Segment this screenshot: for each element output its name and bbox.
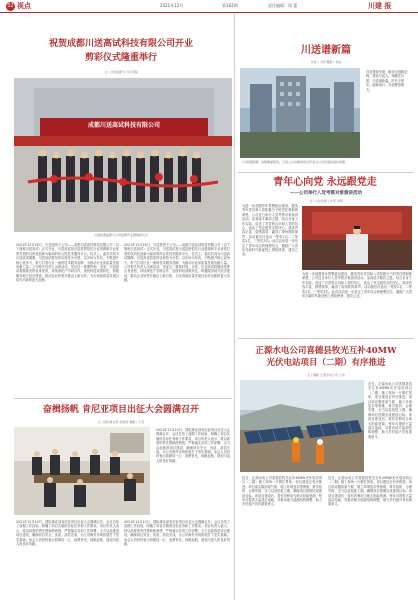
article1-photo [14, 78, 232, 232]
page-number: 02 [7, 3, 14, 9]
article4-body-col2: 为进一步加强青年思想政治建设，激发青年党员和入党积极分子的责任感和使命感，公司近日举行入党考察对象演讲活动。参赛选手紧扣主题，结合自身工作实际，讲述了对党的认识和入党的初心，表达了坚定跟党走的决心。演讲内容丰富、情感真挚，赢得了现场阵阵掌声。活动最后评选出一等奖1名、二等奖2名、三等奖3名。此次活动进一步坚定了青年同志的理想信念，激励广大青年在新时代新征程上勇担使命、建功立业。 [302, 272, 412, 299]
article3-title: 川送谱新篇 [301, 45, 351, 56]
section-title: 视点 [17, 2, 31, 10]
article4-subtitle: ——公司举行入党考察对象演讲活动 [290, 191, 362, 196]
article5-photo [240, 380, 364, 472]
photo-banner: 成都川送高试科技有限公司 [87, 122, 160, 129]
article5-title-line2: 光伏电站项目（二期）有序推进 [266, 358, 386, 368]
article2-photo [14, 427, 150, 515]
article4-title: 青年心向党 永远跟党走 [273, 177, 377, 188]
article2-byline: 文 / 国际事业部 杨瑞涛 摄影 / 王英 [97, 420, 145, 424]
divider [238, 338, 414, 339]
page-header [0, 0, 418, 13]
article5-body-col2: 近日，正源水电公司喜德县牧光互补40MW光伏电站项目（二期）施工现场一片繁忙景象，项目建设正有序推进。项目部克服高原气候、施工环境复杂等困难，科学组织、合理安排，全力以赴抢抓工期，确保项目按期完成建设目标。该项目建成后，将有效利用当地太阳能资源，每年可提供大量清洁电能，对推动地方能源结构调整、助力乡村振兴具有重要意义。 [328, 476, 412, 507]
article2-body-col1: 2021年12月10日，国际事业部肯尼亚项目出征大会圆满召开。会议总结了前期工作经验，明确了项目实施的目标任务和工作要求。项目负责人表示，将以高度的责任感和使命感，严格落实各项工作部署，全力以赴推进项目建设，确保项目安全、优质、高效完成，为公司海外市场拓展打下坚实基础。参会人员纷纷表示将团结一心、奋勇争先，扬帆起航，展现川送人的良好风貌。 [16, 520, 119, 547]
article3-byline: 作者 / 兰明 摄影 / 刘成 [310, 60, 342, 64]
divider [238, 172, 414, 173]
article1-title-line1: 祝贺成都川送高试科技有限公司开业 [48, 39, 193, 49]
article4-photo [302, 206, 412, 270]
editor: 责任编辑：周 蕾 [268, 2, 298, 8]
article1-title-line2: 剪彩仪式隆重举行 [84, 53, 157, 63]
article5-body-col1: 近日，正源水电公司喜德县牧光互补40MW光伏电站项目（二期）施工现场一片繁忙景象，项目建设正有序推进。项目部克服高原气候、施工环境复杂等困难，科学组织、合理安排，全力以赴抢抓工期，确保项目按期完成建设目标。该项目建成后，将有效利用当地太阳能资源，每年可提供大量清洁电能，对推动地方能源结构调整、助力乡村振兴具有重要意义。 [242, 476, 322, 507]
divider [14, 398, 232, 399]
article1-body-col2: 2021年12月16日，川送投资子公司——成都川送高试科技有限公司（以下简称川送高试）正式开业，川送高试是川送投资依托行业资源和专业优势打造的以科技创新为驱动的综合性技术服务平台。仪式上，嘉宾共同为川送高试揭牌。川送高试将坚持以科技为引领，以市场为导向，不断提升核心竞争力，努力打造行业一流的技术服务品牌，为推动行业高质量发展贡献力量。公司相关负责人出席活动，见证这一重要时刻。未来，川送高试将继续发挥自身优势，持续深化产学研合作，加快科技成果转化，积极服务地方经济建设，推动企业转型升级迈上新台阶，为实现高质量发展目标作出新的更大贡献。 [124, 243, 230, 283]
masthead: 川建 报 [368, 2, 392, 10]
article5-body-side: 近日，正源水电公司喜德县牧光互补40MW光伏电站项目（二期）施工现场一片繁忙景象，项目建设正有序推进。项目部克服高原气候、施工环境复杂等困难，科学组织、合理安排，全力以赴抢抓工期，确保项目按期完成建设目标。该项目建成后，将有效利用当地太阳能资源，每年可提供大量清洁电能，对推动地方能源结构调整、助力乡村振兴具有重要意义。 [368, 382, 412, 439]
article5-title-line1: 正源水电公司喜德县牧光互补40MW [255, 346, 397, 356]
article3-poem: 川送建设发展，稳步迈进新征程。建设川送人，奉献在川建。川送谱新篇，时代不停步。砥砺前行，共创辉煌明天。 [366, 70, 408, 92]
article4-byline: 文 / 川送党群工作部 李明 [309, 199, 343, 203]
article1-byline: 文 / 川送成都分公司 周锐 [104, 70, 138, 74]
article2-body-col2: 2021年12月10日，国际事业部肯尼亚项目出征大会圆满召开。会议总结了前期工作经验，明确了项目实施的目标任务和工作要求。项目负责人表示，将以高度的责任感和使命感，严格落实各项工作部署，全力以赴推进项目建设，确保项目安全、优质、高效完成，为公司海外市场拓展打下坚实基础。参会人员纷纷表示将团结一心、奋勇争先，扬帆起航，展现川送人的良好风貌。 [124, 520, 230, 547]
issue-date: 2021年12月 [160, 2, 184, 8]
issue-number: 第182期 [222, 2, 238, 8]
column-divider [234, 14, 235, 600]
article1-caption: 川送检测成都分公司挂牌开业暨剪彩仪式 [93, 233, 148, 237]
article3-caption: 《川送谱新篇》诗歌朗诵现场，川送人以诗歌的形式抒发对公司发展的美好祝愿。 [240, 160, 349, 164]
article2-body-side: 2021年12月10日，国际事业部肯尼亚项目出征大会圆满召开。会议总结了前期工作经验，明确了项目实施的目标任务和工作要求。项目负责人表示，将以高度的责任感和使命感，严格落实各项工作部署，全力以赴推进项目建设，确保项目安全、优质、高效完成，为公司海外市场拓展打下坚实基础。参会人员纷纷表示将团结一心、奋勇争先，扬帆起航，展现川送人的良好风貌。 [156, 428, 230, 463]
article2-title: 奋楫扬帆 肯尼亚项目出征大会圆满召开 [42, 405, 200, 415]
article3-photo [240, 68, 360, 158]
article1-body-col1: 2021年12月16日，川送投资子公司——成都川送高试科技有限公司（以下简称川送高试）正式开业，川送高试是川送投资依托行业资源和专业优势打造的以科技创新为驱动的综合性技术服务平台。仪式上，嘉宾共同为川送高试揭牌。川送高试将坚持以科技为引领，以市场为导向，不断提升核心竞争力，努力打造行业一流的技术服务品牌，为推动行业高质量发展贡献力量。公司相关负责人出席活动，见证这一重要时刻。未来，川送高试将继续发挥自身优势，持续深化产学研合作，加快科技成果转化，积极服务地方经济建设，推动企业转型升级迈上新台阶，为实现高质量发展目标作出新的更大贡献。 [16, 243, 119, 283]
article4-body-col1: 为进一步加强青年思想政治建设，激发青年党员和入党积极分子的责任感和使命感，公司近日举行入党考察对象演讲活动。参赛选手紧扣主题，结合自身工作实际，讲述了对党的认识和入党的初心，表达了坚定跟党走的决心。演讲内容丰富、情感真挚，赢得了现场阵阵掌声。活动最后评选出一等奖1名、二等奖2名、三等奖3名。此次活动进一步坚定了青年同志的理想信念，激励广大青年在新时代新征程上勇担使命、建功立业。 [242, 204, 298, 257]
article5-byline: 文 / 摄影 正源水电公司 王伟 [307, 373, 345, 377]
